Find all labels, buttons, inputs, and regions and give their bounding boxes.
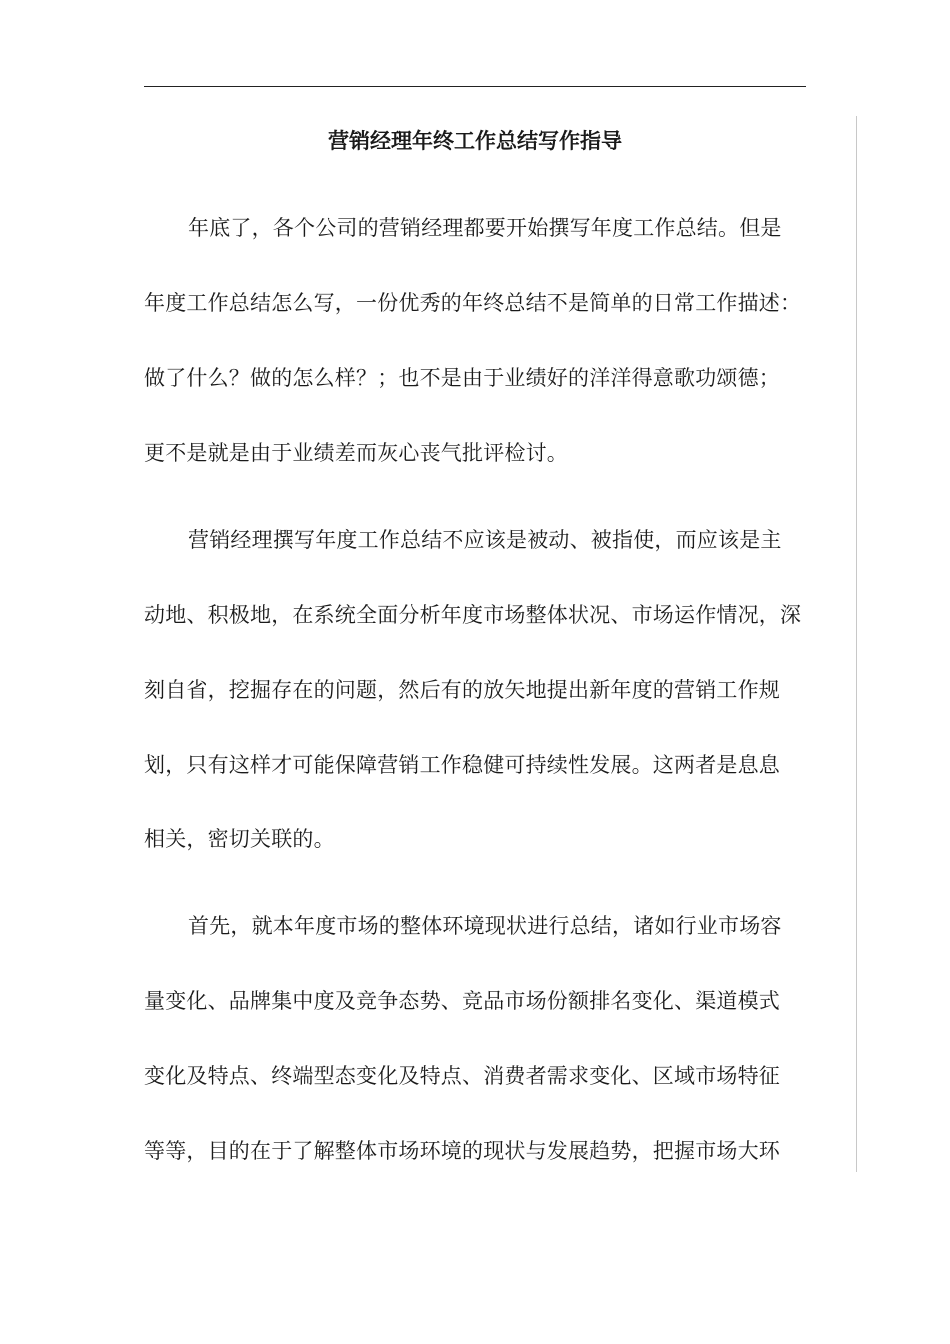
body-line: 变化及特点、终端型态变化及特点、消费者需求变化、区域市场特征 [144,1064,780,1088]
body-line: 刻自省，挖掘存在的问题，然后有的放矢地提出新年度的营销工作规 [144,678,780,702]
body-line: 首先，就本年度市场的整体环境现状进行总结，诸如行业市场容 [188,914,782,938]
body-line: 量变化、品牌集中度及竞争态势、竞品市场份额排名变化、渠道模式 [144,989,780,1013]
margin-rule [856,116,857,1172]
body-line: 做了什么？做的怎么样？；也不是由于业绩好的洋洋得意歌功颂德； [144,366,780,390]
body-line: 更不是就是由于业绩差而灰心丧气批评检讨。 [144,441,568,465]
body-line: 划，只有这样才可能保障营销工作稳健可持续性发展。这两者是息息 [144,753,780,777]
body-line: 动地、积极地，在系统全面分析年度市场整体状况、市场运作情况，深 [144,603,802,627]
body-line: 营销经理撰写年度工作总结不应该是被动、被指使，而应该是主 [188,528,782,552]
body-line: 年底了，各个公司的营销经理都要开始撰写年度工作总结。但是 [188,216,782,240]
body-line: 等等，目的在于了解整体市场环境的现状与发展趋势，把握市场大环 [144,1139,780,1163]
body-line: 年度工作总结怎么写，一份优秀的年终总结不是简单的日常工作描述： [144,291,802,315]
header-rule [144,86,806,87]
body-line: 相关，密切关联的。 [144,827,335,851]
document-title: 营销经理年终工作总结写作指导 [328,129,622,153]
